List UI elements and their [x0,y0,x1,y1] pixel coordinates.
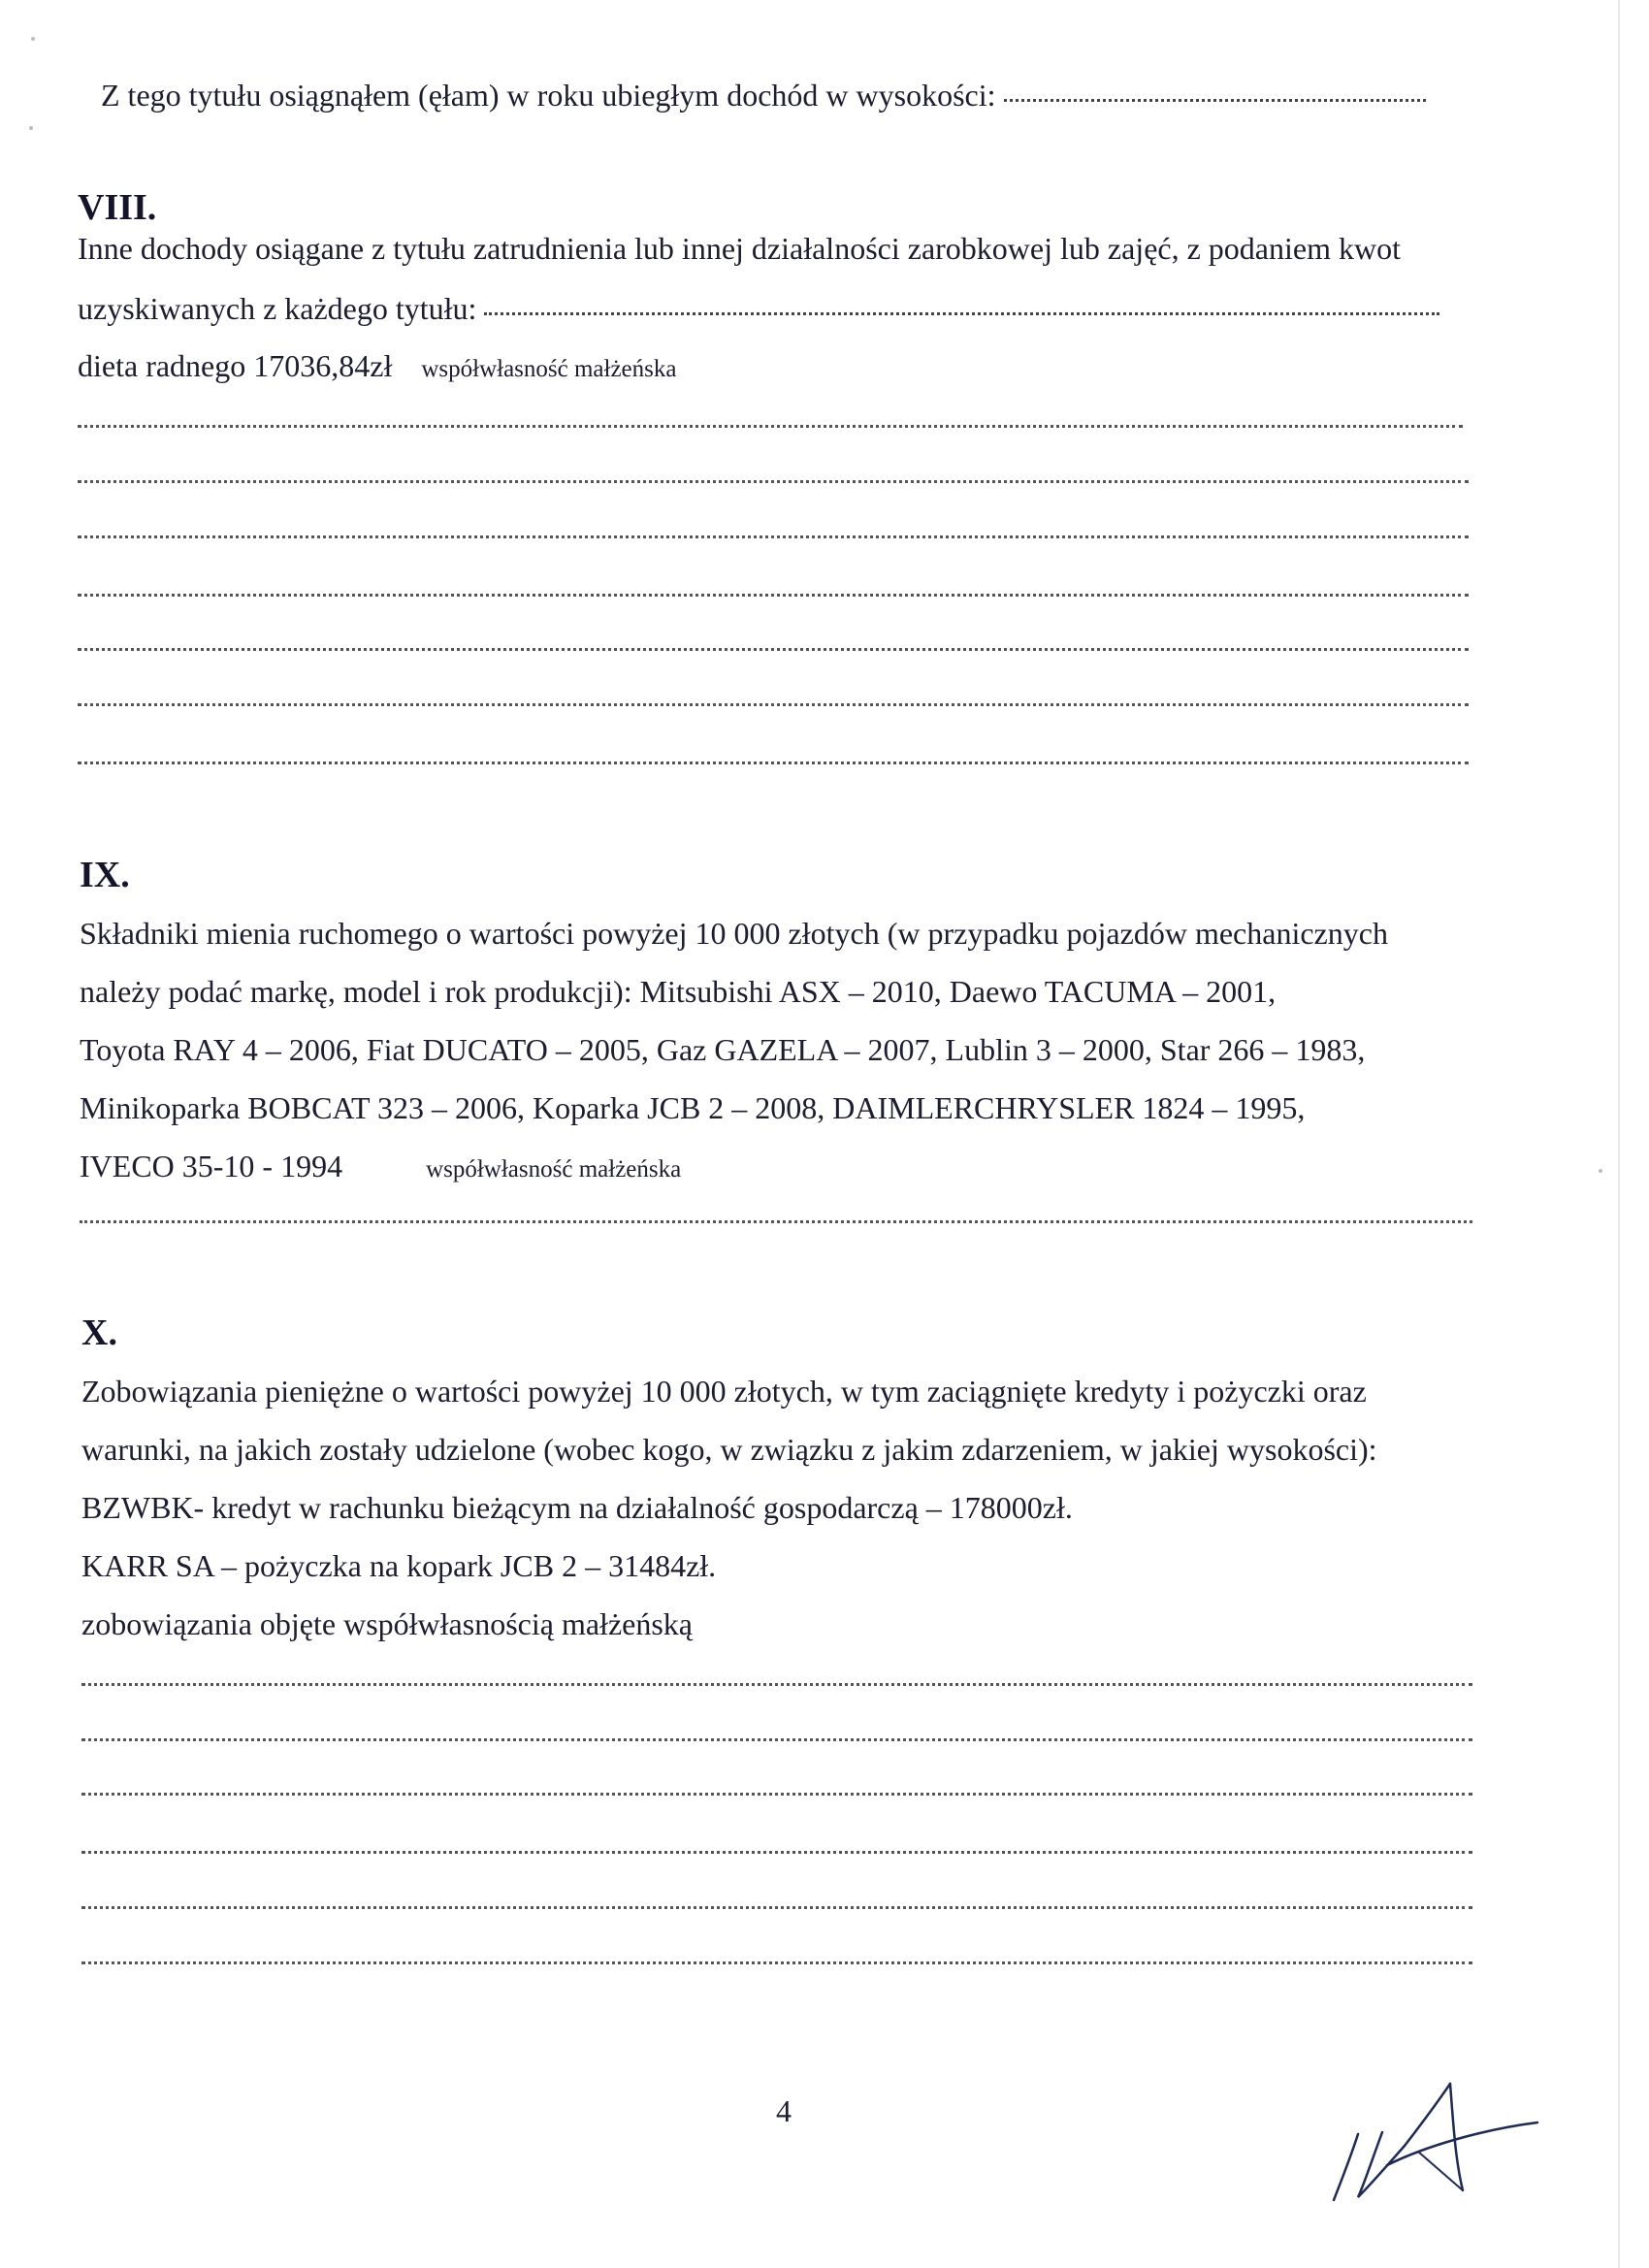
section-viii-value-line [78,344,676,391]
blank-dotted-line [81,1906,1472,1909]
section-ix-description: Składniki mienia ruchomego o wartości powyżej 10 000 złotych (w przypadku pojazdów mechanicznych [80,916,1388,951]
blank-dotted-line [78,535,1469,538]
section-x-liability-bzwbk: BZWBK- kredyt w rachunku bieżącym na działalność gospodarczą – 178000zł. [81,1490,1073,1525]
blank-dotted-line [78,594,1469,597]
section-ix-ownership-note: współwłasność małżeńska [426,1156,682,1183]
section-viii-description-text: uzyskiwanych z każdego tytułu: [78,291,477,326]
section-x-description-line-2: warunki, na jakich zostały udzielone (wobec kogo, w związku z jakim zdarzeniem, w jakiej wysokości): [81,1432,1377,1467]
signature-mark [1329,2076,1552,2207]
section-ix-vehicles-line-3: Minikoparka BOBCAT 323 – 2006, Koparka JCB 2 – 2008, DAIMLERCHRYSLER 1824 – 1995, [80,1090,1306,1125]
section-x-heading: X. [81,1312,117,1353]
section-x-liability-karr: KARR SA – pożyczka na kopark JCB 2 – 31484zł. [81,1548,717,1583]
scan-speck [31,37,35,41]
section-viii-value: dieta radnego 17036,84zł [78,348,393,383]
income-prev-year-label: Z tego tytułu osiągnąłem (ęłam) w roku ubiegłym dochód w wysokości: [101,78,996,113]
blank-dotted-line [78,761,1469,764]
blank-dotted-line [81,1961,1472,1964]
section-x-ownership-note: zobowiązania objęte współwłasnością małżeńską [81,1606,693,1641]
blank-dotted-line [81,1851,1472,1854]
section-ix-vehicles-line-4 [80,1145,681,1191]
blank-dotted-line [78,703,1469,706]
blank-dotted-line [78,648,1469,651]
income-prev-year-line [101,74,1426,116]
section-viii-ownership-note: współwłasność małżeńska [421,356,677,382]
fill-in-dotted-line [484,312,1439,315]
section-x-description: Zobowiązania pieniężne o wartości powyżej 10 000 złotych, w tym zaciągnięte kredyty i pożyczki oraz [81,1374,1367,1409]
blank-dotted-line [81,1683,1472,1686]
section-ix-vehicle-iveco: IVECO 35-10 - 1994 [80,1149,343,1183]
blank-dotted-line [80,1220,1472,1223]
scan-page-edge [1618,0,1620,2268]
fill-in-dotted-line [1004,99,1426,102]
section-ix-heading: IX. [80,855,130,895]
section-viii-description-line-2 [78,287,1439,330]
section-ix-vehicles-line-2: Toyota RAY 4 – 2006, Fiat DUCATO – 2005, Gaz GAZELA – 2007, Lublin 3 – 2000, Star 266 – 1983, [80,1032,1366,1067]
section-viii-description: Inne dochody osiągane z tytułu zatrudnienia lub innej działalności zarobkowej lub zajęć, z podaniem kwot [78,231,1401,266]
blank-dotted-line [81,1738,1472,1741]
scan-speck [29,126,33,130]
blank-dotted-line [78,425,1463,428]
blank-dotted-line [78,480,1469,483]
scan-speck [1599,1169,1602,1173]
section-viii-heading: VIII. [78,187,157,228]
section-ix-vehicles-line-1: należy podać markę, model i rok produkcji): Mitsubishi ASX – 2010, Daewo TACUMA – 2001, [80,974,1277,1009]
page-number: 4 [776,2093,792,2128]
blank-dotted-line [81,1793,1472,1796]
